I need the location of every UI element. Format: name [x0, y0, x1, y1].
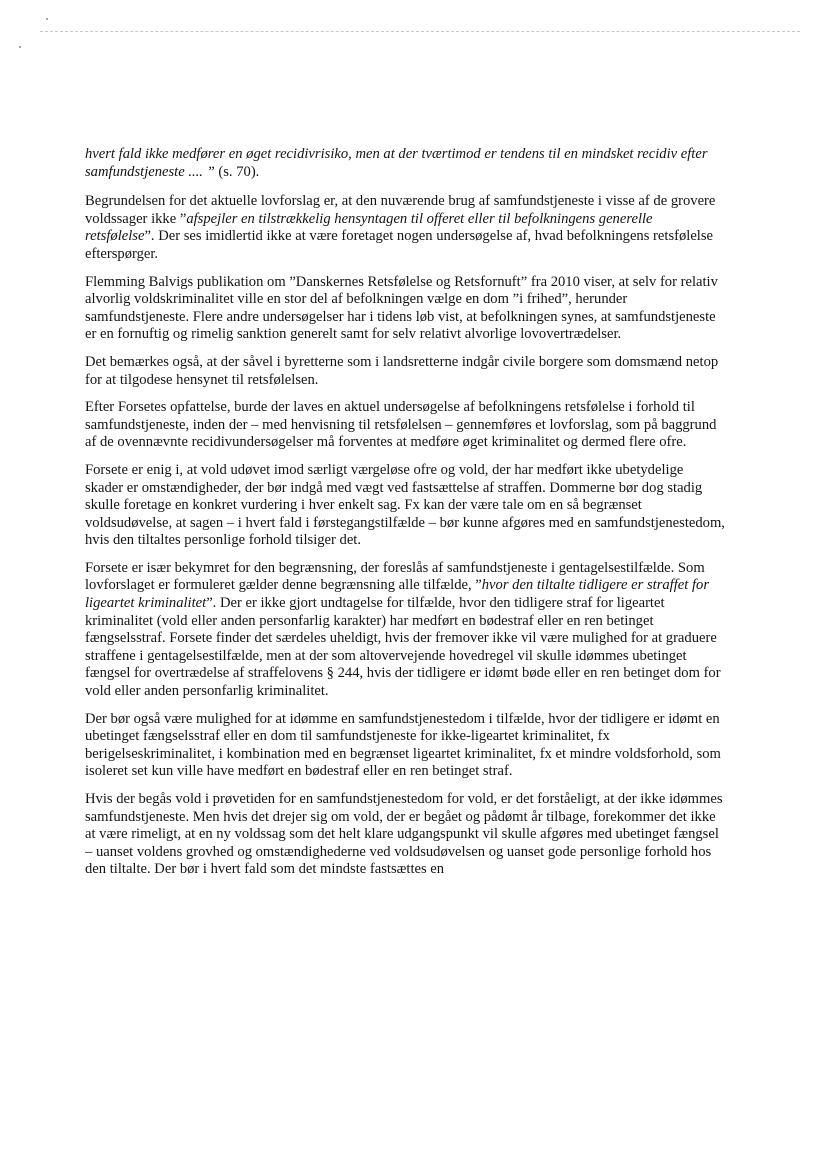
paragraph-gentagelse — [85, 560, 725, 701]
paragraph-quote-end — [85, 146, 725, 181]
paragraph-begrundelse — [85, 193, 725, 263]
paragraph-forsete-enig — [85, 462, 725, 550]
paragraph-text: Efter Forsetes opfattelse, burde der laves en aktuel undersøgelse af befolkningens retsfølelse i forhold til samfundstjeneste, inden der – med henvisning til retsfølelsen – gennemføres et lovforslag, som på baggrund af de ovennævnte recidivundersøgelser må forventes at medføre øget kriminalitet og dermed flere ofre. — [85, 399, 717, 451]
scan-artifact-dot — [19, 46, 21, 48]
quote-text: hvert fald ikke medfører en øget recidivrisiko, men at der tværtimod er tendens til en mindsket recidiv efter samfundstjeneste .... ” — [85, 146, 708, 180]
quoted-phrase: afspejler en tilstrækkelig hensyntagen til offeret eller til befolkningens generelle retsfølelse — [85, 210, 653, 245]
paragraph-balvig — [85, 274, 725, 344]
paragraph-mulighed — [85, 711, 725, 781]
paragraph-text: Begrundelsen for det aktuelle lovforslag er, at den nuværende brug af samfundstjeneste i visse af de grovere voldssager ikke ” — [85, 193, 716, 227]
paragraph-text: Der bør også være mulighed for at idømme en samfundstjenestedom i tilfælde, hvor der tidligere er idømt en ubetinget fængselsstraf eller en dom til samfundstjeneste for ikke-ligeartet kriminalitet, fx berigelseskriminalitet, i kombination med en begrænset ligeartet kriminalitet, fx et mindre voldsforhold, som isoleret set kun ville have medført en bødestraf eller en ren betinget straf. — [85, 710, 721, 780]
paragraph-text: Hvis der begås vold i prøvetiden for en samfundstjenestedom for vold, er det forståeligt, at der ikke idømmes samfundstjeneste. Men hvis det drejer sig om vold, der er begået og pådømt år tilbage, forekommer det ikke at være rimeligt, at en ny voldssag som det helt klare udgangspunkt vil skulle afgøres med ubetinget fængsel – uanset voldens grovhed og omstændighederne ved voldsudøvelsen og uanset gode personlige forhold hos den tiltalte. Der bør i hvert fald som det mindste fastsættes en — [85, 791, 723, 878]
page-reference: (s. 70). — [214, 163, 260, 180]
paragraph-text: ”. Der ses imidlertid ikke at være foretaget nogen undersøgelse af, hvad befolkningens retsfølelse efterspørger. — [85, 228, 714, 262]
document-body — [85, 146, 725, 889]
paragraph-text: Flemming Balvigs publikation om ”Danskernes Retsfølelse og Retsfornuft” fra 2010 viser, at selv for relativ alvorlig voldskriminalitet ville en stor del af befolkningen vælge en dom ”i frihed”, herunder samfundstjeneste. Flere andre undersøgelser har i tidens løb vist, at befolkningen synes, at samfundstjeneste er en fornuftig og rimelig sanktion generelt samt for selv relativt alvorlige lovovertrædelser. — [85, 273, 718, 343]
paragraph-text: Forsete er enig i, at vold udøvet imod særligt værgeløse ofre og vold, der har medført ikke ubetydelige skader er omstændigheder, der bør indgå med vægt ved fastsættelse af straffen. Dommerne bør dog stadig skulle foretage en konkret vurdering i hver enkelt sag. Fx kan der være tale om en så begrænset voldsudøvelse, at sagen – i hvert fald i førstegangstilfælde – bør kunne afgøres med en samfundstjenestedom, hvis den tiltaltes personlige forhold tilsiger det. — [85, 461, 725, 549]
paragraph-text: Forsete er især bekymret for den begrænsning, der foreslås af samfundstjeneste i gentagelsestilfælde. Som lovforslaget er formuleret gælder denne begrænsning alle tilfælde, ” — [85, 559, 705, 594]
paragraph-forsete-opfattelse — [85, 399, 725, 452]
paragraph-proevetid — [85, 791, 725, 879]
scan-artifact-line — [40, 31, 800, 32]
scan-artifact-dot — [46, 18, 48, 20]
paragraph-text: Det bemærkes også, at der såvel i byretterne som i landsretterne indgår civile borgere som domsmænd netop for at tilgodese hensynet til retsfølelsen. — [85, 353, 719, 388]
quoted-phrase: hvor den tiltalte tidligere er straffet for ligeartet kriminalitet — [85, 577, 710, 612]
paragraph-domsmaend — [85, 354, 725, 389]
paragraph-text: ”. Der er ikke gjort undtagelse for tilfælde, hvor den tidligere straf for ligeartet kriminalitet (vold eller anden personfarlig karakter) har medført en bødestraf eller en ren betinget fængselsstraf. Forsete finder det særdeles uheldigt, hvis der fremover ikke vil være mulighed for at graduere straffene i gentagelsestilfælde, men at der som altovervejende hovedregel vil skulle idømmes ubetinget fængsel for overtrædelse af straffelovens § 244, hvis der tidligere er idømt bøde eller en ren betinget dom for vold eller anden personfarlig kriminalitet. — [85, 595, 721, 700]
